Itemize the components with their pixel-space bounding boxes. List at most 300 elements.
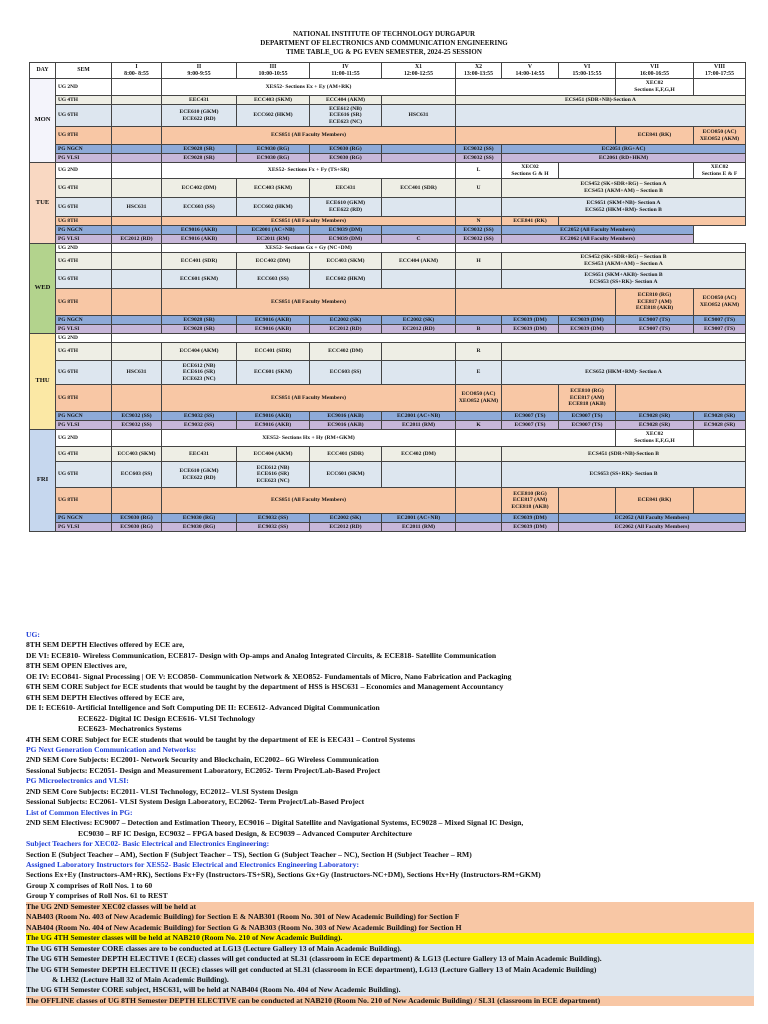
class-cell: ECS851 (All Faculty Members) [162, 289, 456, 316]
timetable-row [30, 198, 746, 217]
note-line: Subject Teachers for XEC02- Basic Electrical and Electronics Engineering: [26, 839, 270, 849]
semester-label: UG 4TH [56, 447, 112, 462]
class-cell: EC9007 (TS) [694, 316, 746, 325]
class-cell: U [456, 179, 502, 198]
class-cell: ECC603 (SS) [162, 198, 237, 217]
class-cell: EC9032 (SS) [112, 421, 162, 430]
class-cell [694, 79, 746, 96]
class-cell: ECC404 (AKM) [382, 253, 456, 270]
note-line: DE I: ECE610- Artificial Intelligence and Soft Computing DE II: ECE612- Advanced Digital Communication [26, 703, 380, 713]
day-label-mon: MON [30, 79, 56, 163]
class-cell [502, 343, 746, 361]
class-cell [456, 430, 616, 447]
class-cell [456, 462, 502, 488]
class-cell: ECS851 (All Faculty Members) [162, 127, 456, 145]
class-cell: EC2001 (AC+NB) [237, 226, 310, 235]
class-cell: EEC431 [162, 96, 237, 105]
class-cell: ECO850 (AC) XEO852 (AKM) [456, 385, 502, 412]
class-cell [112, 488, 162, 514]
note-line: 2ND SEM Core Subjects: EC2001- Network Security and Blockchain, EC2002– 6G Wireless Communication [26, 755, 379, 765]
class-cell: ECC603 (SS) [112, 462, 162, 488]
note-line: OE IV: ECO841- Signal Processing | OE V: ECO850- Communication Network & XEO852- Fundamentals of Micro, Nano Fabrication and Packaging [26, 671, 512, 681]
note-line: Sessional Subjects: EC2051- Design and Measurement Laboratory, EC2052- Term Project/Lab-Based Project [26, 765, 381, 775]
class-cell: XEC02 Sections G & H [502, 163, 559, 179]
class-cell: EC9016 (AKB) [237, 325, 310, 334]
timetable-row [30, 96, 746, 105]
class-cell: EC9007 (TS) [616, 316, 694, 325]
class-cell: ECE610 (GKM) ECE622 (RD) [162, 462, 237, 488]
class-cell: EC9028 (SR) [616, 412, 694, 421]
class-cell: EC2002 (SK) [310, 514, 382, 523]
timetable-row [30, 334, 746, 343]
class-cell: ECC402 (DM) [382, 447, 456, 462]
column-header-ii: II 9:00-9:55 [162, 63, 237, 79]
class-cell: ECE612 (NB) ECE616 (SR) ECE623 (NC) [162, 361, 237, 385]
class-cell: EC9028 (SR) [162, 154, 237, 163]
class-cell: EC9007 (TS) [502, 421, 559, 430]
class-cell: EC9032 (SS) [456, 235, 502, 244]
timetable-row [30, 447, 746, 462]
class-cell: EC2062 (All Faculty Members) [559, 523, 746, 532]
semester-label: UG 6TH [56, 270, 112, 289]
semester-label: UG 2ND [56, 163, 112, 179]
class-cell [456, 270, 502, 289]
class-cell: L [456, 163, 502, 179]
class-cell [382, 154, 456, 163]
semester-label: PG VLSI [56, 325, 112, 334]
class-cell: ECC602 (HKM) [237, 198, 310, 217]
class-cell: ECS851 (All Faculty Members) [162, 488, 456, 514]
class-cell [382, 198, 456, 217]
class-cell: ECE841 (RK) [616, 488, 694, 514]
class-cell: ECS851 (All Faculty Members) [162, 385, 456, 412]
class-cell [456, 289, 616, 316]
class-cell: XEC02 Sections E & F [694, 163, 746, 179]
class-cell: EC9016 (AKB) [237, 421, 310, 430]
class-cell: B [456, 325, 502, 334]
semester-label: UG 6TH [56, 462, 112, 488]
timetable-row [30, 325, 746, 334]
class-cell: ECC602 (HKM) [310, 270, 382, 289]
day-label-thu: THU [30, 334, 56, 430]
semester-label: UG 8TH [56, 385, 112, 412]
class-cell: EC9007 (TS) [502, 412, 559, 421]
class-cell: ECC403 (SKM) [237, 96, 310, 105]
semester-label: PG VLSI [56, 235, 112, 244]
class-cell [112, 226, 162, 235]
timetable-header-row [30, 63, 746, 79]
timetable-row [30, 127, 746, 145]
class-cell: ECS452 (SK+SDR+RG) – Section B ECS453 (AKM+AM) – Section A [502, 253, 746, 270]
semester-label: PG VLSI [56, 154, 112, 163]
class-cell: ECS652 (HKM+RM)- Section A [502, 361, 746, 385]
class-cell: ECE610 (GKM) ECE622 (RD) [310, 198, 382, 217]
class-cell: HSC631 [382, 105, 456, 127]
class-cell: XEC02 Sections E,F,G,H [616, 430, 694, 447]
class-cell [502, 385, 559, 412]
timetable-row [30, 235, 746, 244]
class-cell: ECC601 (SKM) [310, 462, 382, 488]
class-cell: EC9030 (RG) [237, 145, 310, 154]
semester-label: PG NGCN [56, 226, 112, 235]
class-cell: ECE610 (GKM) ECE622 (RD) [162, 105, 237, 127]
class-cell: EC9007 (TS) [559, 421, 616, 430]
note-line: Sessional Subjects: EC2061- VLSI System Design Laboratory, EC2062- Term Project/Lab-Based Project [26, 797, 365, 807]
timetable-row [30, 253, 746, 270]
class-cell: EC2012 (RD) [382, 325, 456, 334]
note-line: The OFFLINE classes of UG 8TH Semester DEPTH ELECTIVE can be conducted at NAB210 (Room No. 210 of New Academic Building) / SL31 (classroom in ECE department) [26, 996, 754, 1006]
class-cell [382, 361, 456, 385]
timetable-row [30, 343, 746, 361]
timetable-row [30, 488, 746, 514]
class-cell [456, 244, 746, 253]
timetable-row [30, 385, 746, 412]
semester-label: UG 4TH [56, 343, 112, 361]
note-line: NAB404 (Room No. 404 of New Academic Building) for Section G & NAB303 (Room No. 303 of New Academic Building) for Section H [26, 923, 754, 933]
class-cell [382, 462, 456, 488]
class-cell: EC2002 (SK) [310, 316, 382, 325]
class-cell: EC2052 (All Faculty Members) [559, 514, 746, 523]
class-cell: ECS651 (SKM+AKB)- Section B ECS653 (SS+RK)- Section A [502, 270, 746, 289]
class-cell: EC9032 (SS) [162, 412, 237, 421]
class-cell: EC9030 (RG) [310, 154, 382, 163]
note-line: 2ND SEM Core Subjects: EC2011- VLSI Technology, EC2012– VLSI System Design [26, 786, 298, 796]
timetable-row [30, 244, 746, 253]
class-cell [112, 96, 162, 105]
column-header-sem: SEM [56, 63, 112, 79]
class-cell: ECC403 (SKM) [237, 179, 310, 198]
class-cell [112, 343, 162, 361]
day-label-fri: FRI [30, 430, 56, 532]
semester-label: UG 2ND [56, 430, 112, 447]
timetable-title: TIME TABLE_UG & PG EVEN SEMESTER, 2024-25 SESSION [286, 48, 482, 56]
class-cell: EC2061 (RD+HKM) [502, 154, 746, 163]
class-cell: EC9039 (DM) [310, 235, 382, 244]
timetable-row [30, 430, 746, 447]
class-cell: EC9039 (DM) [502, 325, 559, 334]
class-cell: K [456, 421, 502, 430]
class-cell [112, 385, 162, 412]
class-cell: XES52- Sections Gx + Gy (NC+DM) [162, 244, 456, 253]
class-cell: ECE810 (RG) ECE817 (AM) ECE818 (AKB) [616, 289, 694, 316]
class-cell: N [456, 217, 502, 226]
class-cell [694, 488, 746, 514]
class-cell [456, 79, 616, 96]
class-cell [456, 412, 502, 421]
class-cell [382, 343, 456, 361]
class-cell [382, 226, 456, 235]
note-line: 6TH SEM DEPTH Electives offered by ECE are, [26, 692, 185, 702]
semester-label: UG 8TH [56, 127, 112, 145]
class-cell [112, 316, 162, 325]
class-cell: EC9028 (SR) [162, 316, 237, 325]
class-cell: EC9030 (RG) [112, 514, 162, 523]
class-cell: XES52- Sections Hx + Hy (RM+GKM) [162, 430, 456, 447]
timetable-row [30, 289, 746, 316]
class-cell: HSC631 [112, 198, 162, 217]
class-cell: ECC402 (DM) [310, 343, 382, 361]
class-cell: ECC401 (SDR) [237, 343, 310, 361]
class-cell [112, 289, 162, 316]
class-cell: XES52- Sections Fx + Fy (TS+SR) [162, 163, 456, 179]
class-cell: ECC403 (SKM) [310, 253, 382, 270]
semester-label: UG 8TH [56, 289, 112, 316]
class-cell: EC9032 (SS) [456, 145, 502, 154]
class-cell [559, 488, 616, 514]
timetable-row [30, 361, 746, 385]
class-cell [112, 253, 162, 270]
column-header-iii: III 10:00-10:55 [237, 63, 310, 79]
timetable-row [30, 316, 746, 325]
timetable-row [30, 105, 746, 127]
class-cell: ECE841 (RK) [502, 217, 559, 226]
class-cell: ECS851 (All Faculty Members) [162, 217, 456, 226]
class-cell: ECC401 (SDR) [162, 253, 237, 270]
class-cell: XEC02 Sections E,F,G,H [616, 79, 694, 96]
note-line: DE VI: ECE810- Wireless Communication, ECE817- Design with Op-amps and Analog Integrated Circuits, & ECE818- Satellite Communication [26, 650, 497, 660]
semester-label: PG NGCN [56, 514, 112, 523]
class-cell [456, 316, 502, 325]
note-line: Group Y comprises of Roll Nos. 61 to REST [26, 891, 168, 901]
class-cell: EC2051 (RG+AC) [502, 145, 746, 154]
note-line: List of Common Electives in PG: [26, 807, 133, 817]
semester-label: UG 6TH [56, 198, 112, 217]
note-line: Assigned Laboratory Instructors for XES52- Basic Electrical and Electronics Engineering Laboratory: [26, 859, 359, 869]
class-cell: C [382, 235, 456, 244]
class-cell: ECO850 (AC) XEO852 (AKM) [694, 127, 746, 145]
class-cell: EC9039 (DM) [559, 325, 616, 334]
note-line: 4TH SEM CORE Subject for ECE students that would be taught by the department of EE is EEC431 – Control Systems [26, 734, 416, 744]
class-cell: EC2001 (AC+NB) [382, 412, 456, 421]
timetable-row [30, 421, 746, 430]
class-cell: EC2011 (RM) [237, 235, 310, 244]
class-cell: EC9030 (RG) [162, 514, 237, 523]
column-header-vi: VI 15:00-15:55 [559, 63, 616, 79]
class-cell [112, 145, 162, 154]
timetable-row [30, 226, 746, 235]
note-line: The UG 6TH Semester DEPTH ELECTIVE I (ECE) classes will get conducted at SL31 (classroom in ECE department) & LG13 (Lecture Gallery 13 of Main Academic Building). [26, 954, 754, 964]
class-cell: H [456, 253, 502, 270]
semester-label: UG 2ND [56, 244, 112, 253]
note-line: PG Next Generation Communication and Networks: [26, 744, 197, 754]
note-line: & LH32 (Lecture Hall 32 of Main Academic Building). [26, 975, 754, 985]
class-cell: EC9032 (SS) [237, 514, 310, 523]
semester-label: UG 4TH [56, 253, 112, 270]
class-cell [112, 334, 746, 343]
column-header-iv: IV 11:00-11:55 [310, 63, 382, 79]
class-cell: EC2001 (AC+NB) [382, 514, 456, 523]
class-cell: EC2062 (All Faculty Members) [502, 235, 694, 244]
class-cell [382, 145, 456, 154]
class-cell: EC9028 (SR) [162, 145, 237, 154]
class-cell [559, 163, 694, 179]
class-cell [112, 105, 162, 127]
class-cell: EC9032 (SS) [237, 523, 310, 532]
class-cell [694, 430, 746, 447]
class-cell: EC9039 (DM) [559, 316, 616, 325]
class-cell: EC2012 (RD) [310, 523, 382, 532]
class-cell: EC2012 (RD) [112, 235, 162, 244]
note-line: EC9030 – RF IC Design, EC9032 – FPGA based Design, & EC9039 – Advanced Computer Architecture [78, 828, 413, 838]
semester-label: PG VLSI [56, 523, 112, 532]
column-header-day: DAY [30, 63, 56, 79]
class-cell: EC9039 (DM) [502, 523, 559, 532]
class-cell [112, 325, 162, 334]
class-cell: R [456, 343, 502, 361]
class-cell [456, 198, 502, 217]
class-cell [382, 96, 456, 105]
semester-label: UG 8TH [56, 217, 112, 226]
class-cell: EC9028 (SR) [694, 421, 746, 430]
class-cell: ECS451 (SDR+NB)-Section B [502, 447, 746, 462]
class-cell [456, 514, 502, 523]
semester-label: PG NGCN [56, 412, 112, 421]
notes-section [26, 630, 754, 1006]
column-header-x2: X2 13:00-13:55 [456, 63, 502, 79]
class-cell: ECC401 (SDR) [382, 179, 456, 198]
class-cell: EC9030 (RG) [310, 145, 382, 154]
class-cell [559, 217, 746, 226]
class-cell: EC9007 (TS) [694, 325, 746, 334]
timetable-row [30, 154, 746, 163]
class-cell: ECC601 (SKM) [237, 361, 310, 385]
note-line: 8TH SEM OPEN Electives are, [26, 661, 127, 671]
column-header-viii: VIII 17:00-17:55 [694, 63, 746, 79]
class-cell [112, 179, 162, 198]
class-cell [456, 488, 502, 514]
class-cell [112, 154, 162, 163]
timetable-row [30, 514, 746, 523]
class-cell: ECC402 (DM) [237, 253, 310, 270]
class-cell: EC9016 (AKB) [310, 421, 382, 430]
class-cell: EC2012 (RD) [310, 325, 382, 334]
semester-label: PG VLSI [56, 421, 112, 430]
class-cell [112, 217, 162, 226]
semester-label: UG 2ND [56, 334, 112, 343]
timetable-row [30, 179, 746, 198]
class-cell: ECC602 (HKM) [237, 105, 310, 127]
note-line: UG: [26, 630, 40, 639]
class-cell: EC9032 (SS) [112, 412, 162, 421]
class-cell: EC9032 (SS) [456, 154, 502, 163]
class-cell: ECC403 (SKM) [112, 447, 162, 462]
note-line: 2ND SEM Electives: EC9007 – Detection and Estimation Theory, EC9016 – Digital Satellite and Navigational Systems, EC9028 – Mixed Signal IC Design, [26, 818, 524, 828]
class-cell: ECC404 (AKM) [237, 447, 310, 462]
note-line: ECE623- Mechatronics Systems [78, 724, 182, 734]
class-cell: XES52- Sections Ex + Ey (AM+RK) [162, 79, 456, 96]
class-cell: EC9039 (DM) [310, 226, 382, 235]
class-cell: ECC603 (SS) [237, 270, 310, 289]
class-cell [382, 270, 456, 289]
class-cell: EC9016 (AKB) [162, 235, 237, 244]
class-cell: EEC431 [310, 179, 382, 198]
class-cell [112, 79, 162, 96]
class-cell [112, 430, 162, 447]
column-header-x1: X1 12:00-12:55 [382, 63, 456, 79]
class-cell: EC9030 (RG) [162, 523, 237, 532]
note-line: PG Microelectronics and VLSI: [26, 776, 129, 786]
class-cell: ECC601 (SKM) [162, 270, 237, 289]
note-line: Sections Ex+Ey (Instructors-AM+RK), Sections Fx+Fy (Instructors-TS+SR), Sections Gx+Gy (Instructors-NC+DM), Sections Hx+Hy (Instructors-RM+GKM) [26, 870, 541, 880]
note-line: The UG 6TH Semester DEPTH ELECTIVE II (ECE) classes will get conducted at SL31 (classroom in ECE department), LG13 (Lecture Gallery 13 of Main Academic Building) [26, 965, 754, 975]
timetable-row [30, 163, 746, 179]
class-cell: EC2011 (RM) [382, 523, 456, 532]
class-cell: ECE612 (NB) ECE616 (SR) ECE623 (NC) [237, 462, 310, 488]
class-cell: EC9007 (TS) [559, 412, 616, 421]
semester-label: UG 4TH [56, 179, 112, 198]
note-line: The UG 2ND Semester XEC02 classes will be held at [26, 902, 754, 912]
class-cell: EC9039 (DM) [502, 316, 559, 325]
note-line: 6TH SEM CORE Subject for ECE students that would be taught by the department of HSS is HSC631 – Economics and Management Accountancy [26, 682, 504, 692]
class-cell [112, 244, 162, 253]
class-cell: EC9028 (SR) [616, 421, 694, 430]
note-line: Section E (Subject Teacher – AM), Section F (Subject Teacher – TS), Section G (Subject Teacher – NC), Section H (Subject Teacher – RM) [26, 849, 472, 859]
class-cell: EC9016 (AKB) [162, 226, 237, 235]
semester-label: UG 6TH [56, 361, 112, 385]
timetable-row [30, 270, 746, 289]
note-line: 8TH SEM DEPTH Electives offered by ECE are, [26, 640, 185, 650]
class-cell: ECS651 (SKM+NB)- Section A ECS652 (HKM+RM)- Section B [502, 198, 746, 217]
column-header-vii: VII 16:00-16:55 [616, 63, 694, 79]
timetable-row [30, 145, 746, 154]
day-label-wed: WED [30, 244, 56, 334]
class-cell [112, 270, 162, 289]
class-cell: EC9016 (AKB) [237, 412, 310, 421]
class-cell: EC9039 (DM) [502, 514, 559, 523]
semester-label: PG NGCN [56, 145, 112, 154]
note-line: The UG 6TH Semester CORE subject, HSC631, will be held at NAB404 (Room No. 404 of New Academic Building). [26, 985, 754, 995]
note-line: NAB403 (Room No. 403 of New Academic Building) for Section E & NAB301 (Room No. 301 of New Academic Building) for Section F [26, 912, 754, 922]
class-cell: ECC404 (AKM) [310, 96, 382, 105]
note-line: ECE622- Digital IC Design ECE616- VLSI Technology [78, 713, 256, 723]
semester-label: UG 6TH [56, 105, 112, 127]
class-cell: ECC404 (AKM) [162, 343, 237, 361]
class-cell [112, 163, 162, 179]
class-cell: EC2011 (RM) [382, 421, 456, 430]
timetable-row [30, 523, 746, 532]
class-cell: ECS451 (SDR+NB)-Section A [456, 96, 746, 105]
class-cell: EC2002 (SK) [382, 316, 456, 325]
institute-name: NATIONAL INSTITUTE OF TECHNOLOGY DURGAPUR [292, 30, 476, 38]
class-cell: EEC431 [162, 447, 237, 462]
class-cell: EC9032 (SS) [162, 421, 237, 430]
class-cell: EC9032 (SS) [456, 226, 502, 235]
class-cell: ECC401 (SDR) [310, 447, 382, 462]
class-cell: ECC402 (DM) [162, 179, 237, 198]
class-cell: EC9028 (SR) [162, 325, 237, 334]
class-cell [616, 385, 746, 412]
class-cell: ECS452 (SK+SDR+RG) – Section A ECS453 (AKM+AM) – Section B [502, 179, 746, 198]
class-cell: ECO850 (AC) XEO852 (AKM) [694, 289, 746, 316]
note-line: The UG 4TH Semester classes will be held at NAB210 (Room No. 210 of New Academic Building). [26, 933, 754, 943]
timetable-row [30, 462, 746, 488]
class-cell [112, 127, 162, 145]
class-cell: ECE810 (RG) ECE817 (AM) ECE818 (AKB) [502, 488, 559, 514]
note-line: The UG 6TH Semester CORE classes are to be conducted at LG13 (Lecture Gallery 13 of Main Academic Building). [26, 944, 754, 954]
timetable-row [30, 412, 746, 421]
department-name: DEPARTMENT OF ELECTRONICS AND COMMUNICATION ENGINEERING [260, 39, 508, 47]
class-cell: ECE612 (NB) ECE616 (SR) ECE623 (NC) [310, 105, 382, 127]
semester-label: UG 2ND [56, 79, 112, 96]
semester-label: UG 4TH [56, 96, 112, 105]
class-cell [456, 127, 616, 145]
class-cell: EC9030 (RG) [237, 154, 310, 163]
class-cell: ECC603 (SS) [310, 361, 382, 385]
timetable-grid [29, 62, 746, 532]
class-cell: EC9030 (RG) [112, 523, 162, 532]
class-cell: EC9016 (AKB) [237, 316, 310, 325]
timetable-row [30, 217, 746, 226]
